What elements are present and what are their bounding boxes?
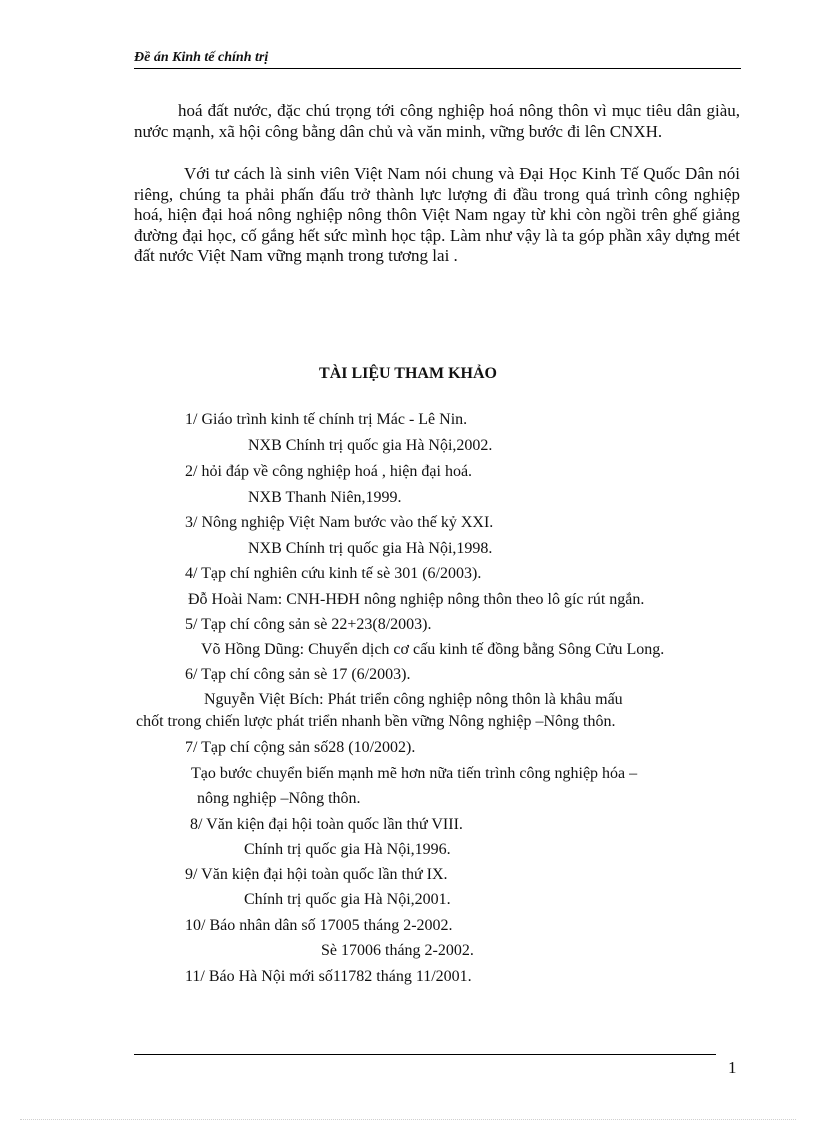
header-divider <box>134 68 741 69</box>
reference-line: Chính trị quốc gia Hà Nội,2001. <box>244 891 451 908</box>
reference-line: Sè 17006 tháng 2-2002. <box>321 942 474 959</box>
reference-line: 8/ Văn kiện đại hội toàn quốc lần thứ VIII. <box>190 816 463 833</box>
reference-line: 4/ Tạp chí nghiên cứu kinh tế sè 301 (6/2003). <box>185 565 482 582</box>
body-paragraph-1: hoá đất nước, đặc chú trọng tới công nghiệp hoá nông thôn vì mục tiêu dân giàu, nước mạnh, xã hội công bằng dân chủ và văn minh, vững bước đi lên CNXH. <box>134 101 740 141</box>
reference-line: Chính trị quốc gia Hà Nội,1996. <box>244 841 451 858</box>
reference-line: Tạo bước chuyển biến mạnh mẽ hơn nữa tiến trình công nghiệp hóa – <box>191 765 638 782</box>
page-header-title: Đề án Kinh tế chính trị <box>134 50 269 65</box>
reference-line: 10/ Báo nhân dân số 17005 tháng 2-2002. <box>185 917 453 934</box>
reference-line: Nguyễn Việt Bích: Phát triển công nghiệp nông thôn là khâu mấu <box>204 691 623 708</box>
reference-line: 2/ hỏi đáp về công nghiệp hoá , hiện đại hoá. <box>185 463 473 480</box>
reference-line: 7/ Tạp chí cộng sản số28 (10/2002). <box>185 739 416 756</box>
reference-line: NXB Chính trị quốc gia Hà Nội,2002. <box>248 437 493 454</box>
reference-line: 3/ Nông nghiệp Việt Nam bước vào thế kỷ XXI. <box>185 514 494 531</box>
body-paragraph-2: Với tư cách là sinh viên Việt Nam nói chung và Đại Học Kinh Tế Quốc Dân nói riêng, chúng ta phải phấn đấu trở thành lực lượng đi đầu trong quá trình công nghiệp hoá, hiện đại hoá nông nghiệp nông thôn Việt Nam ngay từ khi còn ngồi trên ghế giảng đường đại học, cố gắng hết sức mình học tập. Làm như vậy là ta góp phần xây dựng mét đất nước Việt Nam vững mạnh trong tương lai . <box>134 164 740 265</box>
reference-line: NXB Chính trị quốc gia Hà Nội,1998. <box>248 540 493 557</box>
page-bottom-edge <box>20 1119 796 1120</box>
reference-line: 11/ Báo Hà Nội mới số11782 tháng 11/2001. <box>185 968 472 985</box>
reference-line: chốt trong chiến lược phát triển nhanh bền vững Nông nghiệp –Nông thôn. <box>136 713 616 730</box>
reference-line: 9/ Văn kiện đại hội toàn quốc lần thứ IX. <box>185 866 448 883</box>
references-heading: TÀI LIỆU THAM KHẢO <box>319 365 497 382</box>
reference-line: 1/ Giáo trình kinh tế chính trị Mác - Lê Nin. <box>185 411 468 428</box>
reference-line: NXB Thanh Niên,1999. <box>248 489 402 506</box>
footer-divider <box>134 1054 716 1055</box>
reference-line: Đỗ Hoài Nam: CNH-HĐH nông nghiệp nông thôn theo lô gíc rút ngắn. <box>188 591 645 608</box>
reference-line: 5/ Tạp chí công sản sè 22+23(8/2003). <box>185 616 432 633</box>
reference-line: 6/ Tạp chí công sản sè 17 (6/2003). <box>185 666 411 683</box>
page-number: 1 <box>728 1058 737 1077</box>
reference-line: nông nghiệp –Nông thôn. <box>197 790 361 807</box>
reference-line: Võ Hồng Dũng: Chuyển dịch cơ cấu kinh tế đồng bằng Sông Cửu Long. <box>201 641 665 658</box>
